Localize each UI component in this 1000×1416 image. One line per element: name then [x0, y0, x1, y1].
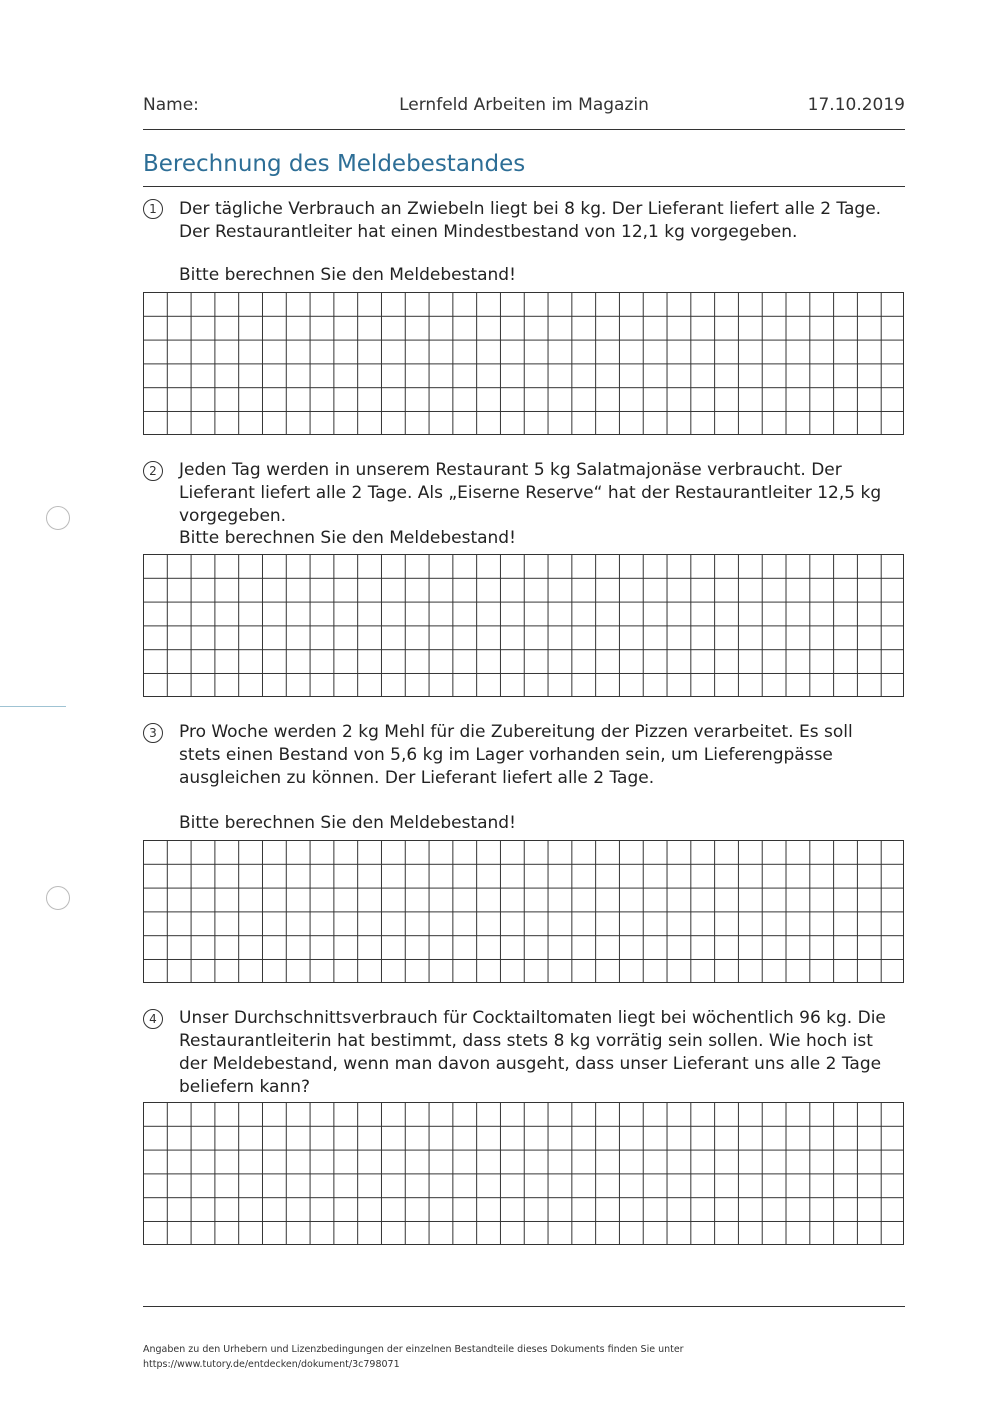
fold-mark — [0, 706, 66, 707]
task-number-badge: 1 — [143, 199, 163, 219]
footer-license-note: Angaben zu den Urhebern und Lizenzbedingungen der einzelnen Bestandteile dieses Dokuments finden Sie unter — [143, 1344, 684, 1355]
punch-hole-mark — [46, 506, 70, 530]
task-3-text: Pro Woche werden 2 kg Mehl für die Zubereitung der Pizzen verarbeitet. Es soll stets einen Bestand von 5,6 kg im Lager vorhanden sein, um Lieferengpässe ausgleichen zu können. Der Lieferant liefert alle 2 Tage. — [179, 722, 853, 788]
task-number-badge: 3 — [143, 723, 163, 743]
task-text — [179, 721, 899, 790]
answer-grid[interactable] — [143, 554, 904, 697]
header-divider — [143, 129, 905, 130]
task-4-text: Unser Durchschnittsverbrauch für Cocktailtomaten liegt bei wöchentlich 96 kg. Die Restaurantleiterin hat bestimmt, dass stets 8 kg vorrätig sein sollen. Wie hoch ist der Meldebestand, wenn man davon ausgeht, dass unser Lieferant uns alle 2 Tage beliefern kann? — [179, 1008, 886, 1097]
answer-grid[interactable] — [143, 840, 904, 983]
task-number-badge: 4 — [143, 1009, 163, 1029]
task-text — [179, 1007, 899, 1099]
answer-grid[interactable] — [143, 292, 904, 435]
task-prompt: Bitte berechnen Sie den Meldebestand! — [179, 265, 516, 285]
page-title: Berechnung des Meldebestandes — [143, 151, 526, 177]
answer-grid[interactable] — [143, 1102, 904, 1245]
footer-document-link[interactable]: https://www.tutory.de/entdecken/dokument/3c798071 — [143, 1359, 400, 1370]
task-prompt: Bitte berechnen Sie den Meldebestand! — [179, 528, 516, 548]
document-subject: Lernfeld Arbeiten im Magazin — [399, 95, 649, 115]
task-2-text: Jeden Tag werden in unserem Restaurant 5 kg Salatmajonäse verbraucht. Der Lieferant liefert alle 2 Tage. Als „Eiserne Reserve“ hat der Restaurantleiter 12,5 kg vorgegeben. — [179, 460, 882, 526]
task-number-badge: 2 — [143, 461, 163, 481]
punch-hole-mark — [46, 886, 70, 910]
title-divider — [143, 186, 905, 187]
task-text — [179, 459, 899, 528]
name-label: Name: — [143, 95, 199, 115]
document-date: 17.10.2019 — [807, 95, 905, 115]
task-prompt: Bitte berechnen Sie den Meldebestand! — [179, 813, 516, 833]
footer-divider — [143, 1306, 905, 1307]
task-text — [179, 198, 899, 244]
task-1-text: Der tägliche Verbrauch an Zwiebeln liegt bei 8 kg. Der Lieferant liefert alle 2 Tage. Der Restaurantleiter hat einen Mindestbestand von 12,1 kg vorgegeben. — [179, 199, 882, 242]
